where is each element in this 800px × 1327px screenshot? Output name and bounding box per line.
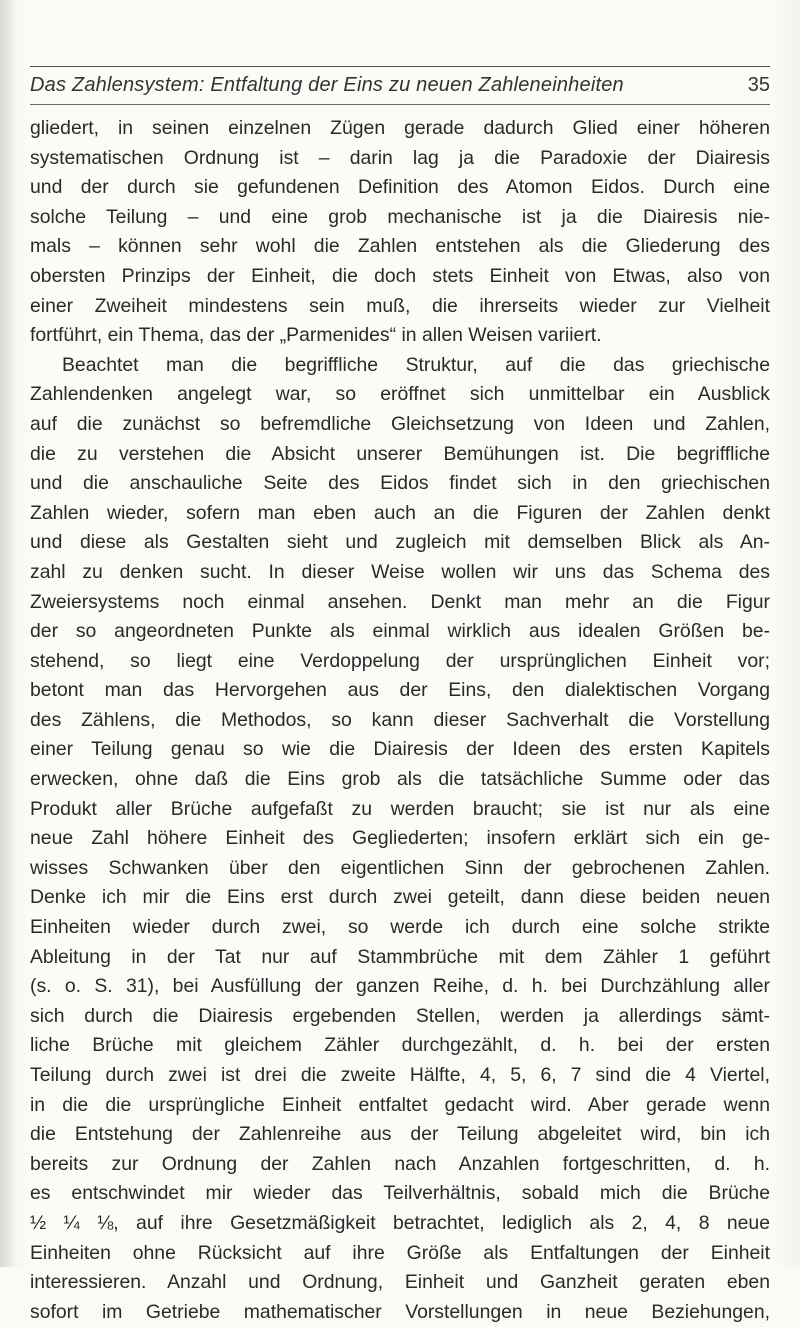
text-line: die zu verstehen die Absicht unserer Bemühungen ist. Die begriffliche bbox=[30, 442, 770, 465]
text-line: Denke ich mir die Eins erst durch zwei geteilt, dann diese beiden neuen bbox=[30, 886, 770, 909]
running-header-title: Das Zahlensystem: Entfaltung der Eins zu neuen Zahleneinheiten bbox=[30, 74, 624, 96]
text-line: es entschwindet mir wieder das Teilverhältnis, sobald mich die Brüche bbox=[30, 1182, 770, 1205]
text-line: Einheiten wieder durch zwei, so werde ich durch eine solche strikte bbox=[30, 916, 770, 939]
text-line: (s. o. S. 31), bei Ausfüllung der ganzen Reihe, d. h. bei Durchzählung aller bbox=[30, 975, 770, 998]
text-line: ½ ¼ ⅛, auf ihre Gesetzmäßigkeit betrachtet, lediglich als 2, 4, 8 neue bbox=[30, 1211, 770, 1234]
text-line: zahl zu denken sucht. In dieser Weise wollen wir uns das Schema des bbox=[30, 560, 770, 583]
text-line: interessieren. Anzahl und Ordnung, Einheit und Ganzheit geraten eben bbox=[30, 1271, 770, 1294]
body-text bbox=[30, 114, 770, 1327]
text-line: bereits zur Ordnung der Zahlen nach Anzahlen fortgeschritten, d. h. bbox=[30, 1152, 770, 1175]
text-line: erwecken, ohne daß die Eins grob als die tatsächliche Summe oder das bbox=[30, 768, 770, 791]
text-line: gliedert, in seinen einzelnen Zügen gerade dadurch Glied einer höheren bbox=[30, 117, 770, 139]
text-line: Ableitung in der Tat nur auf Stammbrüche mit dem Zähler 1 geführt bbox=[30, 945, 770, 968]
text-line: liche Brüche mit gleichem Zähler durchgezählt, d. h. bei der ersten bbox=[30, 1034, 770, 1057]
text-line: auf die zunächst so befremdliche Gleichsetzung von Ideen und Zahlen, bbox=[30, 412, 770, 435]
running-header bbox=[30, 74, 770, 105]
text-line: Produkt aller Brüche aufgefaßt zu werden braucht; sie ist nur als eine bbox=[30, 797, 770, 820]
text-line: die Entstehung der Zahlenreihe aus der Teilung abgeleitet wird, bin ich bbox=[30, 1123, 770, 1146]
text-line: Einheiten ohne Rücksicht auf ihre Größe als Entfaltungen der Einheit bbox=[30, 1241, 770, 1264]
text-line: mals – können sehr wohl die Zahlen entstehen als die Gliederung des bbox=[30, 235, 770, 258]
text-line: wisses Schwanken über den eigentlichen Sinn der gebrochenen Zahlen. bbox=[30, 856, 770, 879]
text-line: neue Zahl höhere Einheit des Gegliederten; insofern erklärt sich ein ge- bbox=[30, 827, 770, 850]
text-line: der so angeordneten Punkte als einmal wirklich aus idealen Größen be- bbox=[30, 620, 770, 643]
header-top-rule bbox=[30, 66, 770, 67]
text-line: obersten Prinzips der Einheit, die doch stets Einheit von Etwas, also von bbox=[30, 264, 770, 287]
text-line: Zahlen wieder, sofern man eben auch an die Figuren der Zahlen denkt bbox=[30, 501, 770, 524]
text-line: und diese als Gestalten sieht und zugleich mit demselben Blick als An- bbox=[30, 531, 770, 554]
text-line: des Zählens, die Methodos, so kann dieser Sachverhalt die Vorstellung bbox=[30, 708, 770, 731]
text-line: sich durch die Diairesis ergebenden Stellen, werden ja allerdings sämt- bbox=[30, 1004, 770, 1027]
text-line: Beachtet man die begriffliche Struktur, auf die das griechische bbox=[62, 353, 770, 376]
text-line: betont man das Hervorgehen aus der Eins, den dialektischen Vorgang bbox=[30, 679, 770, 702]
text-line: und die anschauliche Seite des Eidos findet sich in den griechischen bbox=[30, 472, 770, 495]
page-number: 35 bbox=[747, 74, 770, 96]
text-line: stehend, so liegt eine Verdoppelung der ursprünglichen Einheit vor; bbox=[30, 649, 770, 672]
text-line: sofort im Getriebe mathematischer Vorstellungen in neue Beziehungen, bbox=[30, 1300, 770, 1323]
text-line: fortführt, ein Thema, das der „Parmenides“ in allen Weisen variiert. bbox=[30, 324, 602, 347]
text-line: Zahlendenken angelegt war, so eröffnet sich unmittelbar ein Ausblick bbox=[30, 383, 770, 406]
text-line: einer Teilung genau so wie die Diairesis der Ideen des ersten Kapitels bbox=[30, 738, 770, 761]
text-line: Zweiersystems noch einmal ansehen. Denkt man mehr an die Figur bbox=[30, 590, 770, 613]
text-line: systematischen Ordnung ist – darin lag ja die Paradoxie der Diairesis bbox=[30, 146, 770, 169]
text-line: solche Teilung – und eine grob mechanische ist ja die Diairesis nie- bbox=[30, 205, 770, 228]
text-line: in die die ursprüngliche Einheit entfaltet gedacht wird. Aber gerade wenn bbox=[30, 1093, 770, 1116]
text-line: und der durch sie gefundenen Definition des Atomon Eidos. Durch eine bbox=[30, 176, 770, 199]
binding-edge bbox=[0, 0, 14, 1267]
text-line: Teilung durch zwei ist drei die zweite Hälfte, 4, 5, 6, 7 sind die 4 Viertel, bbox=[30, 1064, 770, 1086]
text-line: einer Zweiheit mindestens sein muß, die ihrerseits wieder zur Vielheit bbox=[30, 294, 770, 317]
